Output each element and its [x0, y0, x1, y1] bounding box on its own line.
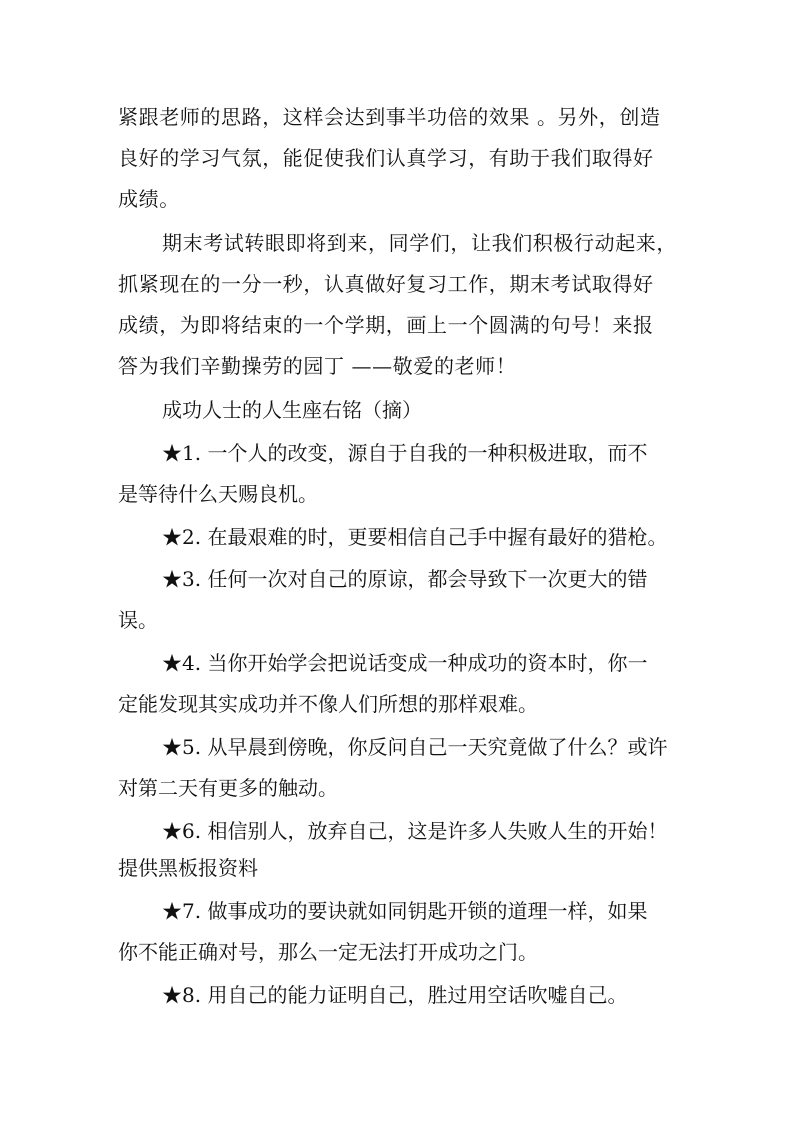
motto-2-line-1: ★2. 在最艰难的时，更要相信自己手中握有最好的猎枪。	[162, 525, 668, 549]
paragraph-1-line-2: 良好的学习气氛，能促使我们认真学习，有助于我们取得好	[118, 146, 654, 170]
motto-6-line-2: 提供黑板报资料	[118, 856, 258, 880]
motto-5-line-2: 对第二天有更多的触动。	[118, 776, 338, 800]
paragraph-2-line-1: 期末考试转眼即将到来，同学们，让我们积极行动起来，	[162, 231, 677, 255]
paragraph-1-line-1: 紧跟老师的思路，这样会达到事半功倍的效果 。另外，创造	[118, 105, 661, 129]
motto-4-line-1: ★4. 当你开始学会把说话变成一种成功的资本时，你一	[162, 651, 648, 675]
motto-1-line-1: ★1. 一个人的改变，源自于自我的一种积极进取，而不	[162, 441, 648, 465]
paragraph-2-line-2: 抓紧现在的一分一秒，认真做好复习工作，期末考试取得好	[118, 272, 654, 296]
motto-3-line-2: 误。	[118, 608, 158, 632]
motto-7-line-2: 你不能正确对号，那么一定无法打开成功之门。	[118, 940, 538, 964]
motto-6-line-1: ★6. 相信别人，放弃自己，这是许多人失败人生的开始！	[162, 819, 668, 843]
paragraph-2-line-3: 成绩，为即将结束的一个学期，画上一个圆满的句号！来报	[118, 313, 654, 337]
motto-5-line-1: ★5. 从早晨到傍晚，你反问自己一天究竟做了什么？或许	[162, 735, 668, 759]
motto-8-line-1: ★8. 用自己的能力证明自己，胜过用空话吹嘘自己。	[162, 983, 628, 1007]
motto-4-line-2: 定能发现其实成功并不像人们所想的那样艰难。	[118, 692, 538, 716]
paragraph-1-line-3: 成绩。	[118, 187, 180, 211]
motto-3-line-1: ★3. 任何一次对自己的原谅，都会导致下一次更大的错	[162, 567, 648, 591]
motto-1-line-2: 是等待什么天赐良机。	[118, 482, 318, 506]
motto-7-line-1: ★7. 做事成功的要诀就如同钥匙开锁的道理一样，如果	[162, 899, 648, 923]
paragraph-2-line-4: 答为我们辛勤操劳的园丁 ——敬爱的老师！	[118, 354, 517, 378]
section-title: 成功人士的人生座右铭（摘）	[162, 398, 422, 422]
